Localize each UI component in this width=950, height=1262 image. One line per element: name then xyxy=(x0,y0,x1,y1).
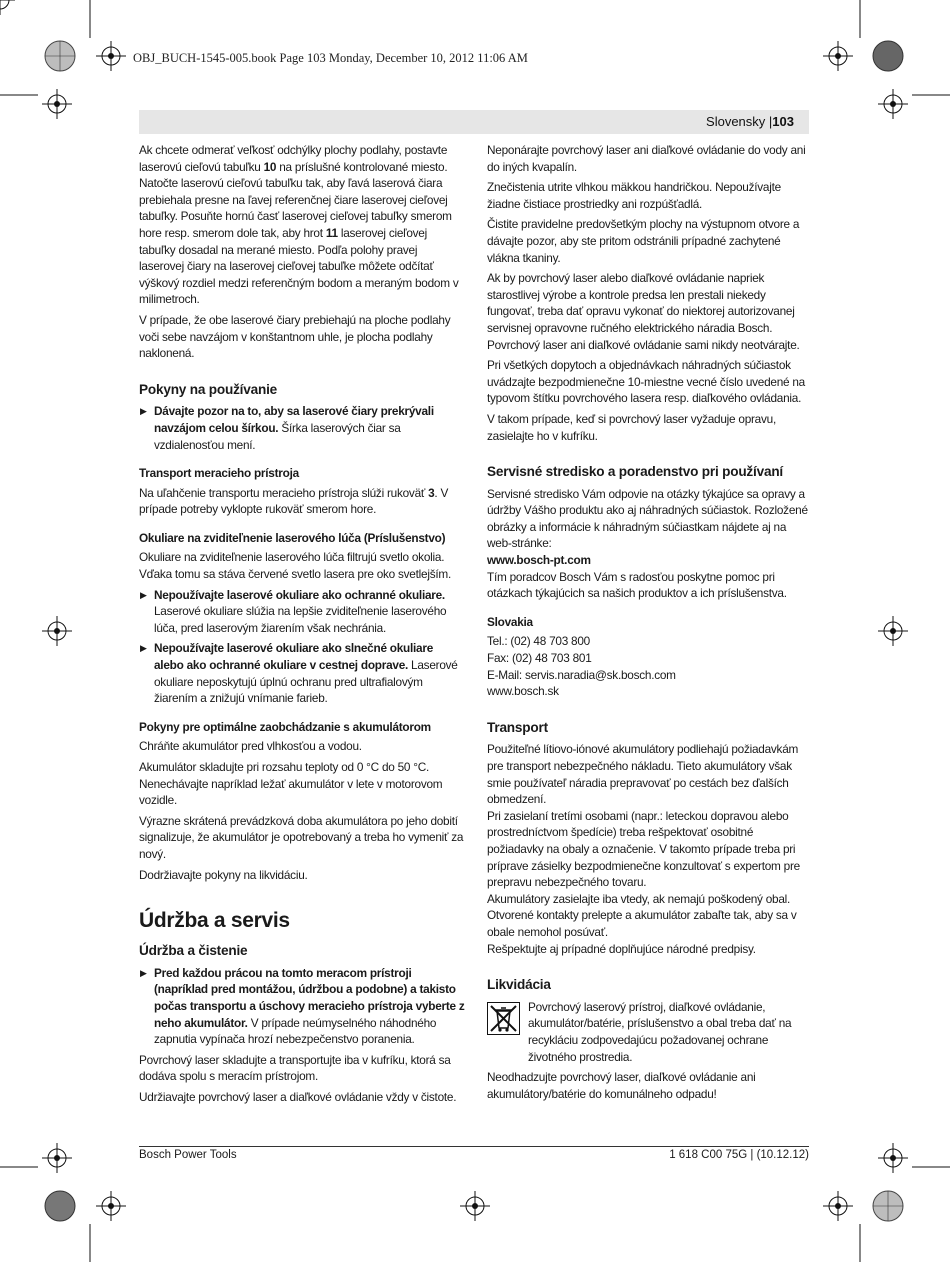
paragraph: Výrazne skrátená prevádzková doba akumulátora po jeho dobití signalizuje, že akumulátor je opotrebovaný a treba ho vymeniť za nový. xyxy=(139,813,464,861)
print-slug: OBJ_BUCH-1545-005.book Page 103 Monday, December 10, 2012 11:06 AM xyxy=(133,51,528,65)
section-heading: Údržba a čistenie xyxy=(139,943,248,959)
list-item: ▶ Pred každou prácou na tomto meracom prístroji (napríklad pred montážou, údržbou a podobne) a takisto počas transportu a úschovy meracieho prístroja vyberte z neho akumulátor. V prípade neúmyselného náhodného zapnutia vypínača hrozí nebezpečenstvo poranenia. xyxy=(140,965,465,1047)
paragraph: Použiteľné lítiovo-iónové akumulátory podliehajú požiadavkám pre transport nebezpečného nákladu. Tieto akumulátory však smie používateľ náradia prepravovať po cestách bez ďalších obmedzení. xyxy=(487,742,799,807)
paragraph: Dodržiavajte pokyny na likvidáciu. xyxy=(139,867,308,882)
triangle-bullet-icon: ▶ xyxy=(140,406,147,417)
footer-code: 1 618 C00 75G | (10.12.12) xyxy=(669,1149,809,1161)
paragraph: Pri všetkých dopytoch a objednávkach náhradných súčiastok uvádzajte bezpodmienečne 10-miestne vecné číslo uvedené na typovom štítku povrchového lasera resp. diaľkového ovládania. xyxy=(487,358,805,406)
chapter-heading: Údržba a servis xyxy=(139,909,290,933)
paragraph: Pri zasielaní tretími osobami (napr.: leteckou dopravou alebo prostredníctvom špedície) treba rešpektovať osobitné požiadavky na obaly a označenie. V takomto prípade treba pri príprave zásielky bezpodmienečne konzultovať s expertom pre prepravu nebezpečného tovaru. xyxy=(487,808,800,890)
subsection-heading: Slovakia xyxy=(487,614,533,629)
paragraph: Udržiavajte povrchový laser a diaľkové ovládanie vždy v čistote. xyxy=(139,1089,457,1104)
paragraph: Ak by povrchový laser alebo diaľkové ovládanie napriek starostlivej výrobe a kontrole predsa len prestali niekedy fungovať, treba dať opravu vykonať do niektorej autorizovanej servisnej opravovne ručného elektrického náradia Bosch. Povrchový laser ani diaľkové ovládanie sami nikdy neotvárajte. xyxy=(487,271,800,352)
paragraph: Čistite pravidelne predovšetkým plochy na výstupnom otvore a dávajte pozor, aby ste pritom odstránili prípadné zachytené vlákna tkaniny. xyxy=(487,217,800,265)
paragraph: Okuliare na zviditeľnenie laserového lúča filtrujú svetlo okolia. Vďaka tomu sa stáva červené svetlo lasera pre oko svetlejším. xyxy=(139,550,451,582)
paragraph: Ak chcete odmerať veľkosť odchýlky plochy podlahy, postavte laserovú cieľovú tabuľku 10 na príslušné kontrolované miesto. Natočte laserovú cieľovú tabuľku tak, aby ľavá laserová čiara prebiehala presne na ľavej referenčnej čiare laserovej cieľovej tabuľky. Posuňte hornú časť laserovej cieľovej tabuľky smerom hore resp. smerom dole tak, aby hrot 11 laserovej cieľovej tabuľky dosadal na merané miesto. Podľa polohy pravej laserovej čiary na laserovej cieľovej tabuľke môžete odčítať výškový rozdiel medzi referenčným bodom a meraným bodom v milimetroch. xyxy=(139,143,459,307)
paragraph: V prípade, že obe laserové čiary prebiehajú na ploche podlahy voči sebe navzájom v konštantnom uhle, je plocha podlahy naklonená. xyxy=(139,312,451,361)
crossed-out-bin-icon xyxy=(487,1002,520,1035)
triangle-bullet-icon: ▶ xyxy=(140,967,147,978)
paragraph: Akumulátor skladujte pri rozsahu teploty od 0 °C do 50 °C. Nenechávajte napríklad ležať akumulátor v lete v motorovom vozidle. xyxy=(139,760,443,808)
section-heading: Likvidácia xyxy=(487,977,551,993)
right-column xyxy=(487,142,809,1106)
disposal-notice xyxy=(487,999,809,1065)
paragraph: Povrchový laser skladujte a transportujte iba v kufríku, ktorá sa dodáva spolu s meracím prístrojom. xyxy=(139,1052,451,1084)
phone: Tel.: (02) 48 703 800 xyxy=(487,634,590,649)
paragraph: Povrchový laserový prístroj, diaľkové ovládanie, akumulátor/batérie, príslušenstvo a obal treba dať na recykláciu zodpovedajúcu požadovanej ochrane životného prostredia. xyxy=(528,999,792,1064)
fax: Fax: (02) 48 703 801 xyxy=(487,651,592,666)
paragraph: Akumulátory zasielajte iba vtedy, ak nemajú poškodený obal. Otvorené kontakty prelepte a akumulátor zabaľte tak, aby sa v obale nemohol posúvať. xyxy=(487,891,797,939)
paragraph: Na uľahčenie transportu meracieho prístroja slúži rukoväť 3. V prípade potreby vyklopte rukoväť smerom hore. xyxy=(139,485,449,517)
header-language: Slovensky xyxy=(706,114,766,129)
triangle-bullet-icon: ▶ xyxy=(140,589,147,600)
section-heading: Pokyny na používanie xyxy=(139,381,278,397)
list-item: ▶ Nepoužívajte laserové okuliare ako slnečné okuliare alebo ako ochranné okuliare v cestnej doprave. Laserové okuliare neposkytujú úplnú ochranu pred ultrafialovým žiarením a znižujú vnímanie farieb. xyxy=(140,641,458,706)
paragraph: Servisné stredisko Vám odpovie na otázky týkajúce sa opravy a údržby Vášho produktu ako aj náhradných súčiastok. Rozložené obrázky a informácie k náhradným súčiastkam nájdete aj na web-stránke: xyxy=(487,486,808,551)
paragraph: Rešpektujte aj prípadné doplňujúce národné predpisy. xyxy=(487,941,756,956)
page-number: 103 xyxy=(772,114,794,129)
website[interactable]: www.bosch.sk xyxy=(487,684,559,699)
paragraph: Neponárajte povrchový laser ani diaľkové ovládanie do vody ani do iných kvapalín. xyxy=(487,143,806,174)
footer-brand: Bosch Power Tools xyxy=(139,1149,237,1161)
email[interactable]: E-Mail: servis.naradia@sk.bosch.com xyxy=(487,667,676,682)
paragraph: V takom prípade, keď si povrchový laser vyžaduje opravu, zasielajte ho v kufríku. xyxy=(487,411,776,443)
triangle-bullet-icon: ▶ xyxy=(140,643,147,654)
header-separator: | xyxy=(768,114,773,129)
paragraph: Chráňte akumulátor pred vlhkosťou a vodou. xyxy=(139,739,362,754)
paragraph: Tím poradcov Bosch Vám s radosťou poskytne pomoc pri otázkach týkajúcich sa našich produktov a ich príslušenstva. xyxy=(487,569,787,601)
paragraph: Znečistenia utrite vlhkou mäkkou handričkou. Nepoužívajte žiadne čistiace prostriedky ani rozpúšťadlá. xyxy=(487,180,781,211)
footer-rule xyxy=(139,1146,809,1147)
subsection-heading: Okuliare na zviditeľnenie laserového lúča (Príslušenstvo) xyxy=(139,530,446,545)
running-header xyxy=(706,114,794,129)
web-link[interactable]: www.bosch-pt.com xyxy=(487,553,591,568)
left-column xyxy=(139,142,465,1110)
subsection-heading: Pokyny pre optimálne zaobchádzanie s akumulátorom xyxy=(139,719,431,734)
list-item: ▶ Nepoužívajte laserové okuliare ako ochranné okuliare. Laserové okuliare slúžia na lepšie zviditeľnenie laserového lúča, pred laserovým žiarením však nechránia. xyxy=(140,587,447,635)
paragraph: Neodhadzujte povrchový laser, diaľkové ovládanie ani akumulátory/batérie do komunálneho odpadu! xyxy=(487,1070,756,1101)
list-item: ▶ Dávajte pozor na to, aby sa laserové čiary prekrývali navzájom celou šírkou. Šírka laserových čiar sa vzdialenosťou mení. xyxy=(140,404,434,452)
subsection-heading: Transport meracieho prístroja xyxy=(139,466,299,481)
section-heading: Transport xyxy=(487,719,548,735)
section-heading: Servisné stredisko a poradenstvo pri používaní xyxy=(487,464,783,480)
